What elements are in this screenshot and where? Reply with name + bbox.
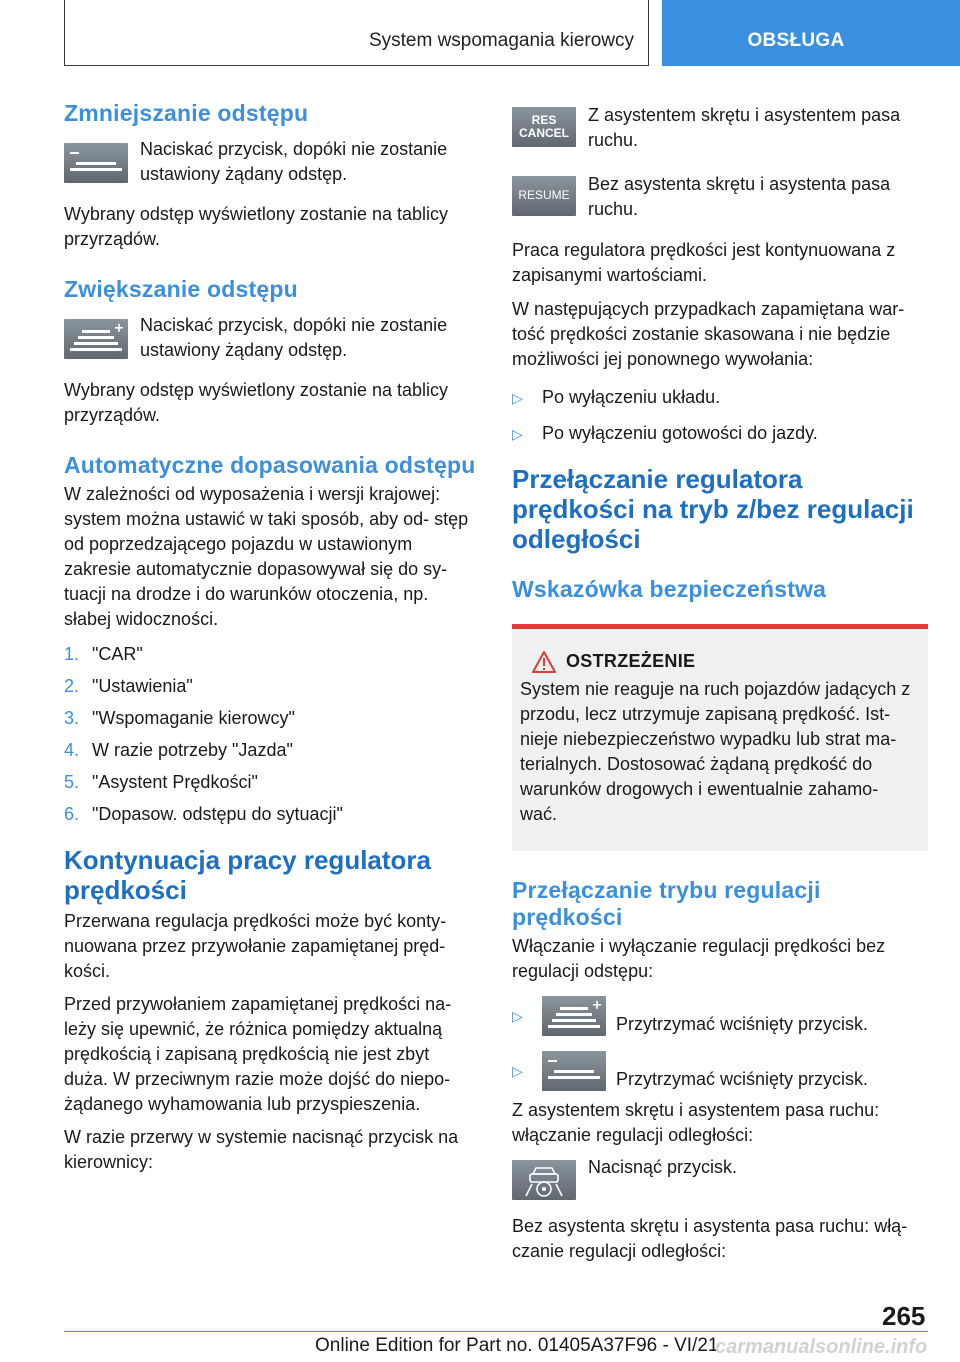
press-button-row: [512, 1157, 928, 1200]
list-item: [64, 706, 478, 731]
chapter-tab-label: OBSŁUGA: [747, 30, 845, 51]
hold-button-list: [512, 994, 928, 1092]
step-text: W razie potrzeby "Jazda": [92, 740, 293, 760]
press-text: Nacisnąć przycisk.: [588, 1157, 738, 1177]
resume-cruise-para-3: W razie przerwy w systemie nacisnąć przycisk na kierownicy:: [64, 1127, 459, 1172]
warning-box: [512, 624, 928, 851]
resume-row: [512, 176, 928, 222]
heading-auto-distance: Automatyczne dopasowania odstępu: [64, 452, 476, 478]
resume-label: RESUME: [518, 188, 570, 202]
step-number: 6.: [64, 804, 80, 824]
decrease-distance-note: Wybrany odstęp wyświetlony zostanie na tablicy przyrządów.: [64, 204, 449, 249]
resume-cruise-para-1: Przerwana regulacja prędkości może być konty- nuowana przez przywołanie zapamiętanej pręd- kości.: [64, 911, 447, 981]
triangle-bullet-icon: ▷: [512, 1062, 523, 1079]
chapter-tab[interactable]: [662, 0, 960, 66]
resume-text: Bez asystenta skrętu i asystenta pasa ruchu.: [588, 174, 891, 219]
step-text: "CAR": [92, 644, 143, 664]
list-item: [64, 770, 478, 795]
warning-text: System nie reaguje na ruch pojazdów jadących z przodu, lecz utrzymuje zapisaną prędkość. Ist- nieje niebezpieczeństwo wypadku lub strat ma- terialnych. Dostosować żądaną prędkość do warunków drogowych i ewentualnie zahamo- wać.: [520, 679, 911, 824]
step-number: 3.: [64, 708, 80, 728]
step-text: "Asystent Prędkości": [92, 772, 258, 792]
toggle-mode-para: Włączanie i wyłączanie regulacji prędkości bez regulacji odstępu:: [512, 936, 886, 981]
step-text: "Dopasow. odstępu do sytuacji": [92, 804, 343, 824]
warning-title: OSTRZEŻENIE: [566, 651, 696, 671]
heading-resume-cruise: Kontynuacja pracy regulatora prędkości: [64, 845, 431, 905]
triangle-bullet-icon: ▷: [512, 390, 523, 406]
list-item: [64, 674, 478, 699]
heading-switch-mode: Przełączanie regulatora prędkości na tryb z/bez regulacji odległości: [512, 464, 914, 554]
footer-divider: [64, 1331, 928, 1332]
distance-minus-button-icon: [64, 143, 128, 183]
right-column: [512, 107, 928, 1264]
list-item: [512, 385, 928, 411]
resume-cruise-para-2: Przed przywołaniem zapamiętanej prędkości na- leży się upewnić, że różnica pomiędzy aktualną prędkością i zapisaną prędkością nie jest zbyt duża. W przeciwnym razie może dojść do niepo- żądanego wyhamowania lub przyspieszenia.: [64, 994, 452, 1114]
list-item: [512, 994, 928, 1037]
header-section-box: [64, 0, 649, 66]
res-cancel-row: [512, 107, 928, 153]
cancel-label: CANCEL: [519, 126, 569, 140]
hold-text: Przytrzymać wciśnięty przycisk.: [616, 1014, 869, 1034]
heading-safety-note: Wskazówka bezpieczeństwa: [512, 576, 827, 602]
distance-control-button-icon: [512, 1160, 576, 1200]
with-assistant-para: Z asystentem skrętu i asystentem pasa ruchu: włączanie regulacji odległości:: [512, 1100, 880, 1145]
hold-text: Przytrzymać wciśnięty przycisk.: [616, 1069, 869, 1089]
list-item: [512, 421, 928, 447]
left-column: [64, 100, 478, 1175]
bullet-text: Po wyłączeniu gotowości do jazdy.: [542, 423, 818, 443]
page-number: 265: [882, 1301, 926, 1331]
list-item: [64, 738, 478, 763]
increase-distance-note: Wybrany odstęp wyświetlony zostanie na tablicy przyrządów.: [64, 380, 449, 425]
edition-text: Online Edition for Part no. 01405A37F96 - VI/21: [315, 1335, 719, 1356]
heading-increase-distance: Zwiększanie odstępu: [64, 276, 298, 302]
bullet-text: Po wyłączeniu układu.: [542, 387, 721, 407]
step-text: "Wspomaganie kierowcy": [92, 708, 295, 728]
speed-deleted-para: W następujących przypadkach zapamiętana war- tość prędkości zostanie skasowana i nie będzie możliwości jej ponownego wywołania:: [512, 299, 905, 369]
res-cancel-button-icon: [512, 107, 576, 147]
warning-triangle-icon: [532, 651, 556, 673]
increase-distance-text: Naciskać przycisk, dopóki nie zostanie ustawiony żądany odstęp.: [140, 315, 448, 360]
list-item: [512, 1049, 928, 1092]
without-assistant-para: Bez asystenta skrętu i asystenta pasa ruchu: włą- czanie regulacji odległości:: [512, 1216, 908, 1261]
resume-continue-para: Praca regulatora prędkości jest kontynuowana z zapisanymi wartościami.: [512, 240, 896, 285]
res-label: RES: [531, 113, 557, 127]
decrease-distance-row: [64, 139, 478, 187]
distance-plus-button-icon: [542, 996, 606, 1036]
section-title: System wspomagania kierowcy: [368, 30, 634, 51]
step-number: 4.: [64, 740, 80, 760]
auto-distance-para: W zależności od wyposażenia i wersji krajowej: system można ustawić w taki sposób, aby od- stęp od poprzedzającego pojazdu w ustawionym zakresie automatycznie dopasowywał się do sy- tuacji na drodze i do warunków otoczenia, np. słabej widoczności.: [64, 484, 469, 629]
settings-steps-list: [64, 642, 478, 827]
step-number: 5.: [64, 772, 80, 792]
triangle-bullet-icon: ▷: [512, 426, 523, 442]
list-item: [64, 802, 478, 827]
triangle-bullet-icon: ▷: [512, 1007, 523, 1024]
distance-minus-button-icon: [542, 1051, 606, 1091]
watermark: carmanualsonline.info: [715, 1336, 928, 1358]
step-text: "Ustawienia": [92, 676, 193, 696]
heading-decrease-distance: Zmniejszanie odstępu: [64, 100, 309, 126]
resume-button-icon: [512, 176, 576, 216]
step-number: 2.: [64, 676, 80, 696]
res-cancel-text: Z asystentem skrętu i asystentem pasa ruchu.: [588, 105, 901, 150]
deleted-cases-list: [512, 385, 928, 447]
list-item: [64, 642, 478, 667]
warning-header: [520, 651, 920, 672]
heading-toggle-mode: Przełączanie trybu regulacji prędkości: [512, 877, 821, 930]
increase-distance-row: [64, 315, 478, 363]
distance-plus-button-icon: [64, 319, 128, 359]
decrease-distance-text: Naciskać przycisk, dopóki nie zostanie ustawiony żądany odstęp.: [140, 139, 448, 184]
step-number: 1.: [64, 644, 80, 664]
